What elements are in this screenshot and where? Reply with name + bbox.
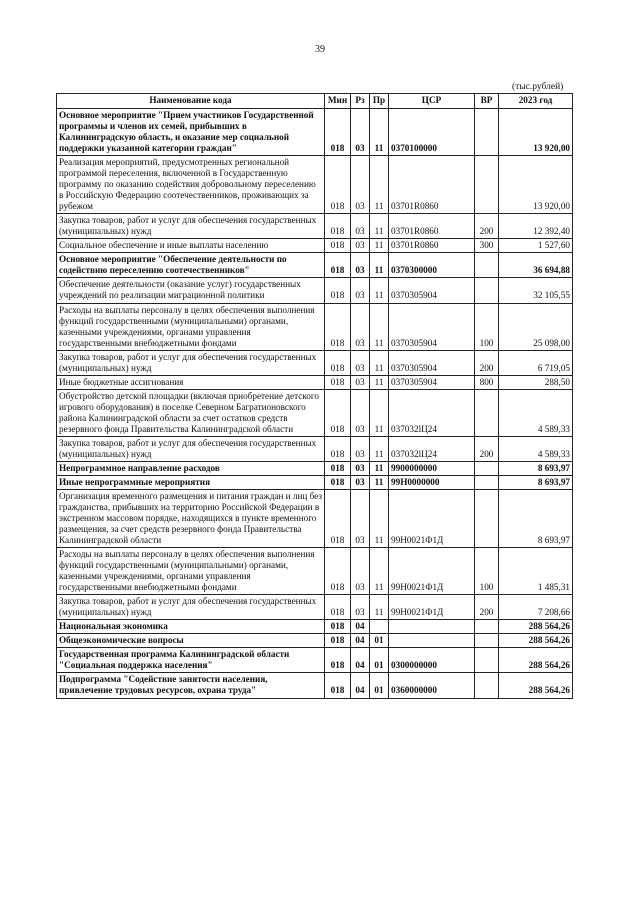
cell-csr: 03701R0860	[389, 239, 475, 253]
cell-name: Государственная программа Калининградской области "Социальная поддержка населения"	[57, 648, 325, 673]
cell-name: Социальное обеспечение и иные выплаты населению	[57, 239, 325, 253]
cell-csr: 0370300000	[389, 253, 475, 278]
cell-rz: 03	[351, 436, 370, 461]
cell-rz: 03	[351, 239, 370, 253]
cell-rz: 03	[351, 109, 370, 156]
cell-rz: 04	[351, 634, 370, 648]
table-body	[57, 109, 573, 699]
cell-vr	[475, 648, 499, 673]
cell-min: 018	[325, 548, 351, 595]
cell-rz: 03	[351, 595, 370, 620]
table-row	[57, 648, 573, 673]
cell-vr	[475, 620, 499, 634]
cell-name: Реализация мероприятий, предусмотренных региональной программой переселения, включенной в Государственную программу по оказанию содействия добровольному переселению в Российскую Федерацию соотечественников, проживающих за рубежом	[57, 156, 325, 214]
cell-vr: 200	[475, 214, 499, 239]
cell-name: Обустройство детской площадки (включая приобретение детского игрового оборудования) в поселке Северном Багратионовского района Калининградской области за счет остатков средств резервного фонда Правительства Калининградской области	[57, 389, 325, 436]
cell-pr: 11	[370, 214, 389, 239]
header-name: Наименование кода	[57, 94, 325, 109]
cell-name: Обеспечение деятельности (оказание услуг) государственных учреждений по реализации миграционной политики	[57, 278, 325, 303]
cell-csr: 0360000000	[389, 673, 475, 698]
cell-pr: 11	[370, 109, 389, 156]
cell-amount: 288 564,26	[499, 673, 573, 698]
table-row	[57, 156, 573, 214]
cell-pr: 01	[370, 648, 389, 673]
cell-vr	[475, 634, 499, 648]
cell-vr	[475, 156, 499, 214]
cell-name: Закупка товаров, работ и услуг для обеспечения государственных (муниципальных) нужд	[57, 436, 325, 461]
cell-amount: 288 564,26	[499, 634, 573, 648]
table-row	[57, 350, 573, 375]
cell-pr: 01	[370, 673, 389, 698]
cell-pr: 11	[370, 239, 389, 253]
cell-amount: 4 589,33	[499, 436, 573, 461]
cell-csr: 0370305904	[389, 278, 475, 303]
cell-vr: 200	[475, 595, 499, 620]
cell-amount: 12 392,40	[499, 214, 573, 239]
cell-csr	[389, 634, 475, 648]
cell-vr	[475, 461, 499, 475]
cell-vr: 800	[475, 375, 499, 389]
table-row	[57, 436, 573, 461]
table-row	[57, 375, 573, 389]
cell-csr: 99Н0021Ф1Д	[389, 548, 475, 595]
cell-name: Национальная экономика	[57, 620, 325, 634]
cell-min: 018	[325, 253, 351, 278]
table-row	[57, 673, 573, 698]
cell-min: 018	[325, 461, 351, 475]
cell-vr	[475, 389, 499, 436]
cell-name: Иные непрограммные мероприятия	[57, 475, 325, 489]
cell-min: 018	[325, 214, 351, 239]
cell-amount: 288,50	[499, 375, 573, 389]
cell-min: 018	[325, 673, 351, 698]
cell-csr: 0370305904	[389, 350, 475, 375]
cell-vr	[475, 278, 499, 303]
cell-pr: 11	[370, 375, 389, 389]
cell-min: 018	[325, 595, 351, 620]
header-csr: ЦСР	[389, 94, 475, 109]
cell-csr: 99Н0021Ф1Д	[389, 595, 475, 620]
cell-pr: 11	[370, 156, 389, 214]
table-row	[57, 489, 573, 547]
cell-rz: 03	[351, 389, 370, 436]
cell-vr: 300	[475, 239, 499, 253]
cell-rz: 03	[351, 214, 370, 239]
cell-min: 018	[325, 436, 351, 461]
cell-rz: 03	[351, 253, 370, 278]
table-header-row	[57, 94, 573, 109]
cell-min: 018	[325, 489, 351, 547]
cell-name: Основное мероприятие "Прием участников Государственной программы и членов их семей, прибывших в Калининградскую область, и оказание мер социальной поддержки указанной категории граждан"	[57, 109, 325, 156]
units-label: (тыс.рублей)	[512, 82, 564, 92]
cell-min: 018	[325, 389, 351, 436]
cell-min: 018	[325, 156, 351, 214]
cell-min: 018	[325, 475, 351, 489]
cell-name: Основное мероприятие "Обеспечение деятельности по содействию переселению соотечественников"	[57, 253, 325, 278]
cell-rz: 03	[351, 303, 370, 350]
cell-name: Закупка товаров, работ и услуг для обеспечения государственных (муниципальных) нужд	[57, 595, 325, 620]
cell-min: 018	[325, 620, 351, 634]
cell-min: 018	[325, 648, 351, 673]
cell-name: Организация временного размещения и питания граждан и лиц без гражданства, прибывших на территорию Российской Федерации в экстренном массовом порядке, находящихся в пункте временного размещения, за счет средств резервного фонда Правительства Калининградской области	[57, 489, 325, 547]
cell-pr: 11	[370, 475, 389, 489]
cell-amount: 6 719,05	[499, 350, 573, 375]
header-vr: ВР	[475, 94, 499, 109]
cell-rz: 03	[351, 461, 370, 475]
table-row	[57, 620, 573, 634]
cell-csr: 9900000000	[389, 461, 475, 475]
cell-name: Расходы на выплаты персоналу в целях обеспечения выполнения функций государственными (муниципальными) органами, казенными учреждениями, органами управления государственными внебюджетными фондами	[57, 303, 325, 350]
cell-name: Непрограммное направление расходов	[57, 461, 325, 475]
table-row	[57, 389, 573, 436]
cell-min: 018	[325, 350, 351, 375]
table-row	[57, 634, 573, 648]
table-row	[57, 109, 573, 156]
cell-amount: 288 564,26	[499, 648, 573, 673]
cell-name: Закупка товаров, работ и услуг для обеспечения государственных (муниципальных) нужд	[57, 214, 325, 239]
cell-name: Закупка товаров, работ и услуг для обеспечения государственных (муниципальных) нужд	[57, 350, 325, 375]
cell-amount: 1 527,60	[499, 239, 573, 253]
cell-csr: 0300000000	[389, 648, 475, 673]
header-pr: Пр	[370, 94, 389, 109]
cell-rz: 03	[351, 350, 370, 375]
cell-pr: 11	[370, 389, 389, 436]
header-min: Мин	[325, 94, 351, 109]
table-row	[57, 595, 573, 620]
cell-min: 018	[325, 375, 351, 389]
cell-rz: 03	[351, 278, 370, 303]
cell-rz: 04	[351, 648, 370, 673]
table-row	[57, 214, 573, 239]
table-row	[57, 278, 573, 303]
cell-csr: 0370305904	[389, 375, 475, 389]
cell-csr: 037032lЦ24	[389, 436, 475, 461]
cell-csr	[389, 620, 475, 634]
cell-name: Подпрограмма "Содействие занятости населения, привлечение трудовых ресурсов, охрана труда"	[57, 673, 325, 698]
cell-pr: 11	[370, 548, 389, 595]
cell-amount: 288 564,26	[499, 620, 573, 634]
cell-name: Иные бюджетные ассигнования	[57, 375, 325, 389]
cell-min: 018	[325, 239, 351, 253]
cell-amount: 8 693,97	[499, 475, 573, 489]
cell-vr: 200	[475, 350, 499, 375]
cell-pr: 01	[370, 634, 389, 648]
cell-csr: 03701R0860	[389, 214, 475, 239]
cell-csr: 99Н0021Ф1Д	[389, 489, 475, 547]
table-row	[57, 239, 573, 253]
cell-pr	[370, 620, 389, 634]
header-year: 2023 год	[499, 94, 573, 109]
cell-name: Расходы на выплаты персоналу в целях обеспечения выполнения функций государственными (муниципальными) органами, казенными учреждениями, органами управления государственными внебюджетными фондами	[57, 548, 325, 595]
cell-amount: 8 693,97	[499, 461, 573, 475]
cell-amount: 8 693,97	[499, 489, 573, 547]
cell-rz: 03	[351, 375, 370, 389]
header-rz: Рз	[351, 94, 370, 109]
cell-csr: 0370100000	[389, 109, 475, 156]
cell-vr	[475, 673, 499, 698]
cell-rz: 03	[351, 475, 370, 489]
table-row	[57, 475, 573, 489]
cell-pr: 11	[370, 303, 389, 350]
cell-amount: 25 098,00	[499, 303, 573, 350]
cell-pr: 11	[370, 595, 389, 620]
cell-vr: 100	[475, 303, 499, 350]
cell-amount: 1 485,31	[499, 548, 573, 595]
cell-min: 018	[325, 109, 351, 156]
cell-rz: 04	[351, 673, 370, 698]
cell-pr: 11	[370, 436, 389, 461]
cell-csr: 0370305904	[389, 303, 475, 350]
cell-amount: 32 105,55	[499, 278, 573, 303]
cell-name: Общеэкономические вопросы	[57, 634, 325, 648]
cell-vr	[475, 489, 499, 547]
table-row	[57, 461, 573, 475]
cell-amount: 7 208,66	[499, 595, 573, 620]
cell-pr: 11	[370, 489, 389, 547]
cell-vr: 100	[475, 548, 499, 595]
cell-pr: 11	[370, 253, 389, 278]
cell-rz: 03	[351, 156, 370, 214]
cell-csr: 99Н0000000	[389, 475, 475, 489]
cell-rz: 04	[351, 620, 370, 634]
cell-amount: 13 920,00	[499, 109, 573, 156]
table-row	[57, 548, 573, 595]
cell-min: 018	[325, 303, 351, 350]
table-row	[57, 253, 573, 278]
cell-pr: 11	[370, 461, 389, 475]
cell-csr: 03701R0860	[389, 156, 475, 214]
cell-min: 018	[325, 634, 351, 648]
cell-pr: 11	[370, 278, 389, 303]
budget-table	[56, 93, 573, 699]
cell-vr	[475, 109, 499, 156]
cell-amount: 4 589,33	[499, 389, 573, 436]
cell-vr	[475, 253, 499, 278]
page-number: 39	[315, 44, 325, 55]
cell-min: 018	[325, 278, 351, 303]
cell-rz: 03	[351, 548, 370, 595]
cell-vr	[475, 475, 499, 489]
cell-amount: 13 920,00	[499, 156, 573, 214]
cell-amount: 36 694,88	[499, 253, 573, 278]
cell-csr: 037032lЦ24	[389, 389, 475, 436]
cell-rz: 03	[351, 489, 370, 547]
cell-pr: 11	[370, 350, 389, 375]
cell-vr: 200	[475, 436, 499, 461]
table-row	[57, 303, 573, 350]
